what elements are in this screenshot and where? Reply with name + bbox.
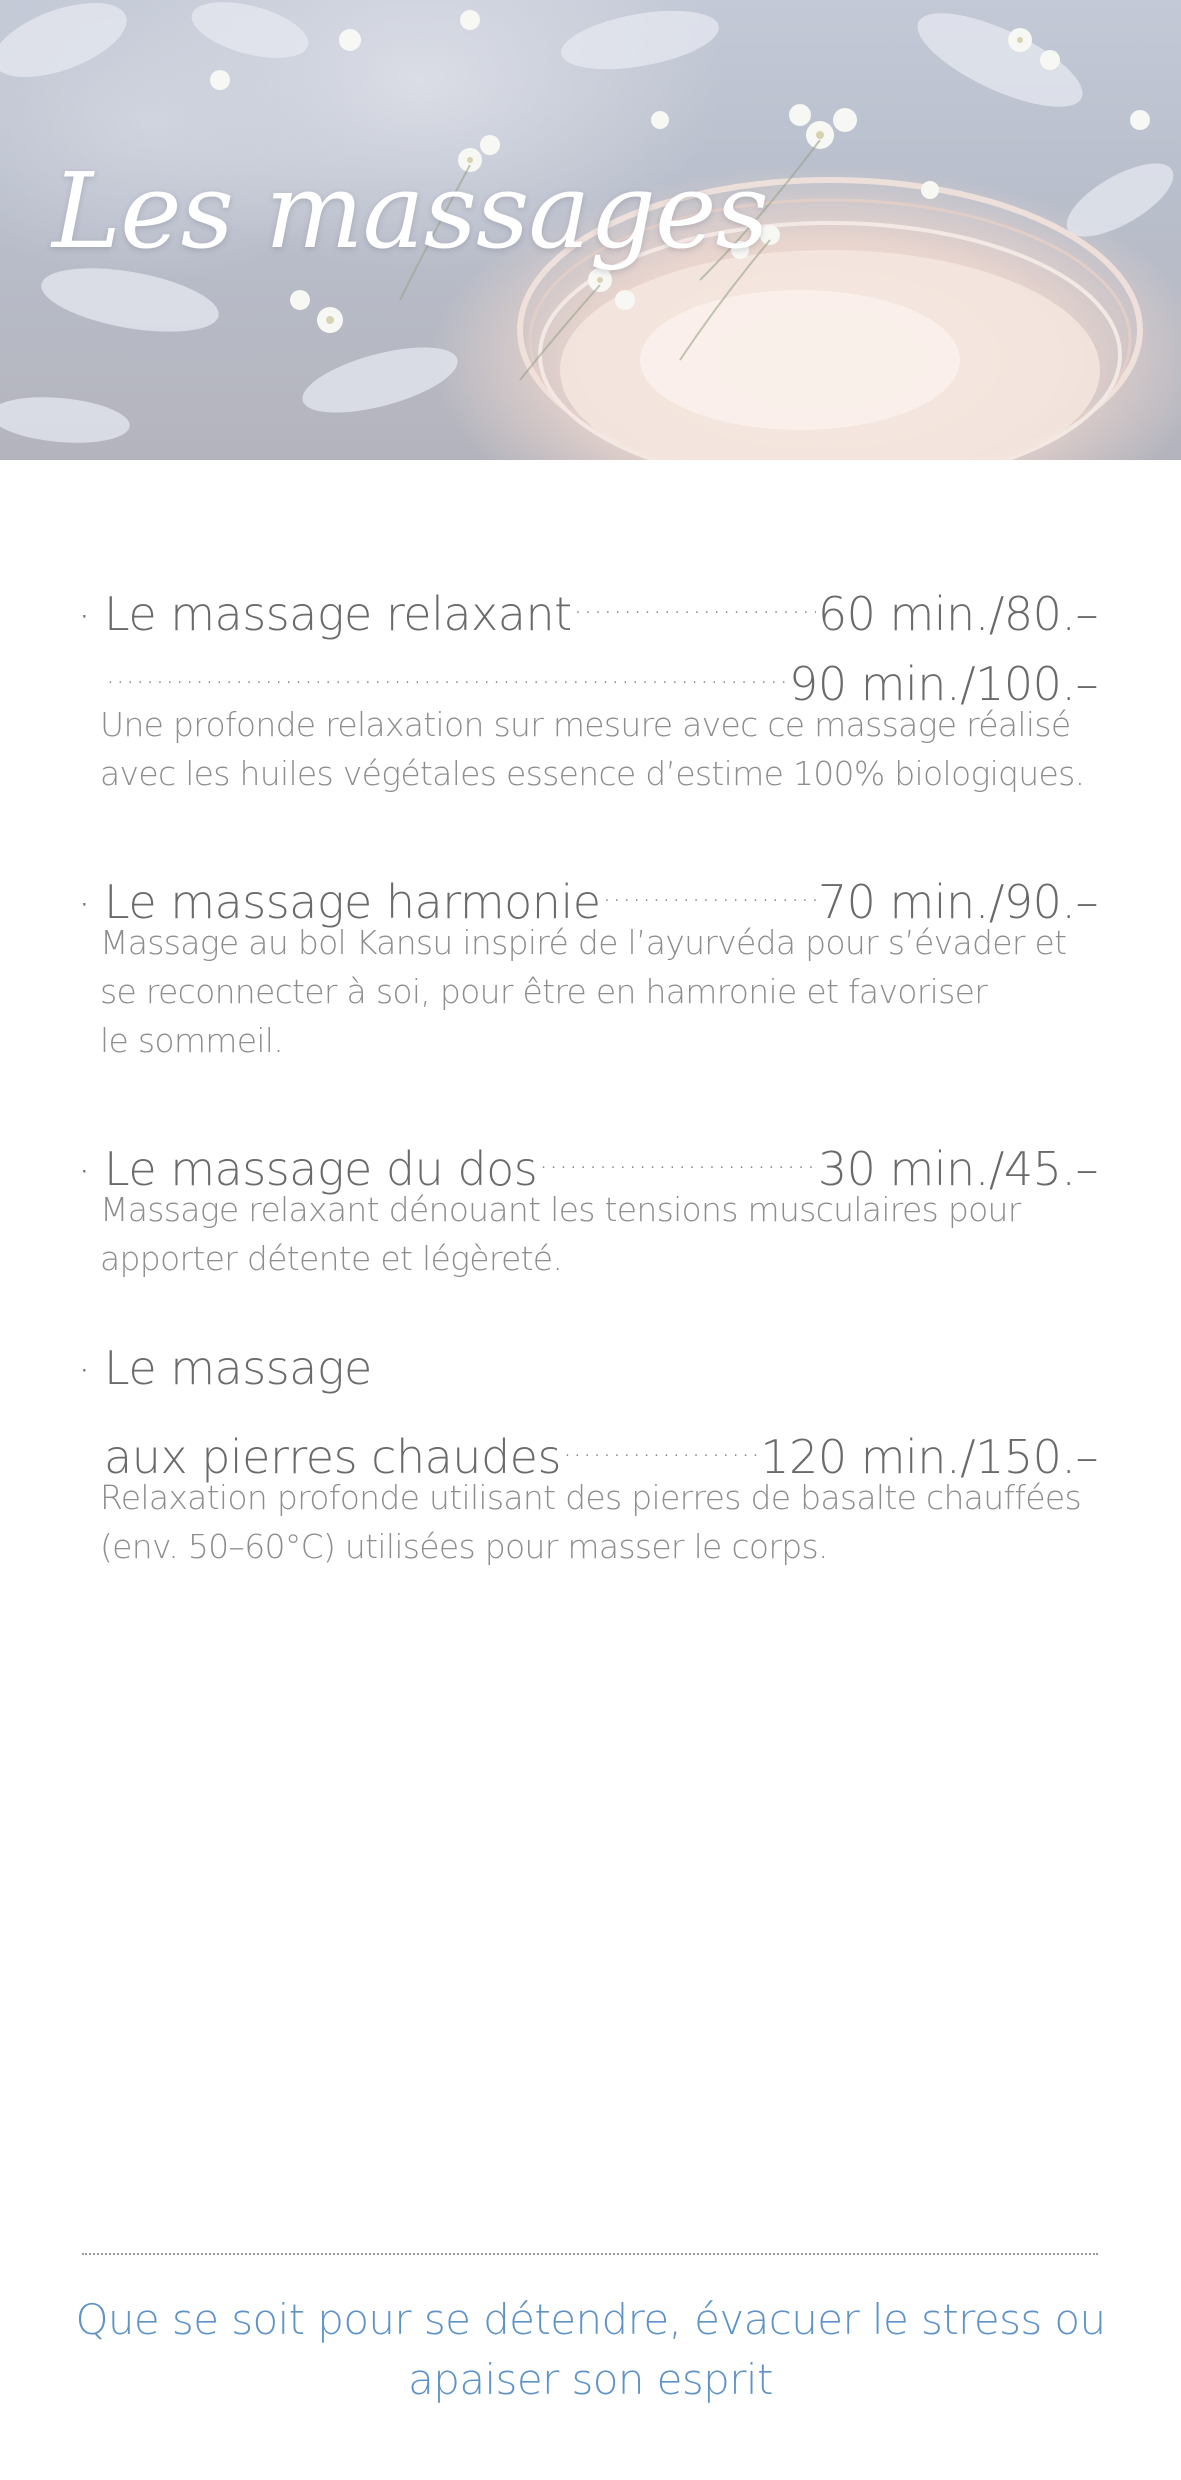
menu-item-pierres-chaudes (78, 1333, 1098, 1571)
menu-item-price: 30 min./45.– (817, 1142, 1098, 1196)
menu-item-price: 120 min./150.– (760, 1430, 1098, 1484)
bullet-icon: · (78, 1149, 91, 1195)
description-line: Massage au bol Kansu inspiré de l’ayurvéda pour s’évader et (100, 923, 1067, 962)
dot-leader (563, 1403, 758, 1473)
dot-leader (106, 630, 787, 700)
menu-item-heading (78, 848, 1098, 929)
bullet-icon: · (78, 882, 91, 928)
menu-item-description (100, 1473, 1100, 1571)
menu-item-dos (78, 1115, 1098, 1283)
footer-divider (82, 2253, 1098, 2255)
header-banner (0, 0, 1181, 460)
menu-item-harmonie (78, 848, 1098, 1065)
footer-tagline (60, 2290, 1121, 2410)
description-line: apporter détente et légèreté. (100, 1239, 563, 1278)
footer-tagline-line: apaiser son esprit (408, 2355, 773, 2404)
menu-item-description (100, 1185, 1100, 1283)
description-line: (env. 50–60°C) utilisées pour masser le corps. (100, 1527, 828, 1566)
menu-item-name: Le massage harmonie (104, 875, 601, 929)
menu-item-heading (78, 1333, 1098, 1403)
description-line: Une profonde relaxation sur mesure avec ce massage réalisé (100, 705, 1071, 744)
dot-leader (574, 560, 816, 630)
menu-item-name: Le massage relaxant (104, 587, 572, 641)
menu-item-price: 60 min./80.– (817, 587, 1098, 641)
menu-item-price: 70 min./90.– (817, 875, 1098, 929)
menu-item-relaxant (78, 560, 1098, 798)
description-line: Relaxation profonde utilisant des pierres de basalte chauffées (100, 1478, 1081, 1517)
menu-item-name-continued: aux pierres chaudes (104, 1430, 561, 1484)
footer-tagline-line: Que se soit pour se détendre, évacuer le stress ou (75, 2295, 1106, 2344)
menu-item-name: Le massage du dos (104, 1142, 538, 1196)
description-line: se reconnecter à soi, pour être en hamronie et favoriser (100, 972, 988, 1011)
description-line: le sommeil. (100, 1021, 284, 1060)
menu-item-price-secondary: 90 min./100.– (789, 657, 1098, 711)
menu-item-description (100, 700, 1100, 798)
menu-item-heading (78, 1115, 1098, 1196)
dot-leader (603, 848, 816, 918)
page-title: Les massages (52, 150, 768, 272)
dot-leader (539, 1115, 816, 1185)
menu-item-heading-extra (78, 1403, 1098, 1484)
menu-item-name: Le massage (104, 1341, 372, 1395)
description-line: avec les huiles végétales essence d’estime 100% biologiques. (100, 754, 1085, 793)
description-line: Massage relaxant dénouant les tensions musculaires pour (100, 1190, 1021, 1229)
bullet-icon: · (78, 1348, 91, 1394)
menu-item-heading (78, 560, 1098, 641)
massage-menu (78, 560, 1098, 1571)
bullet-icon: · (78, 594, 91, 640)
menu-item-description (100, 918, 1100, 1065)
